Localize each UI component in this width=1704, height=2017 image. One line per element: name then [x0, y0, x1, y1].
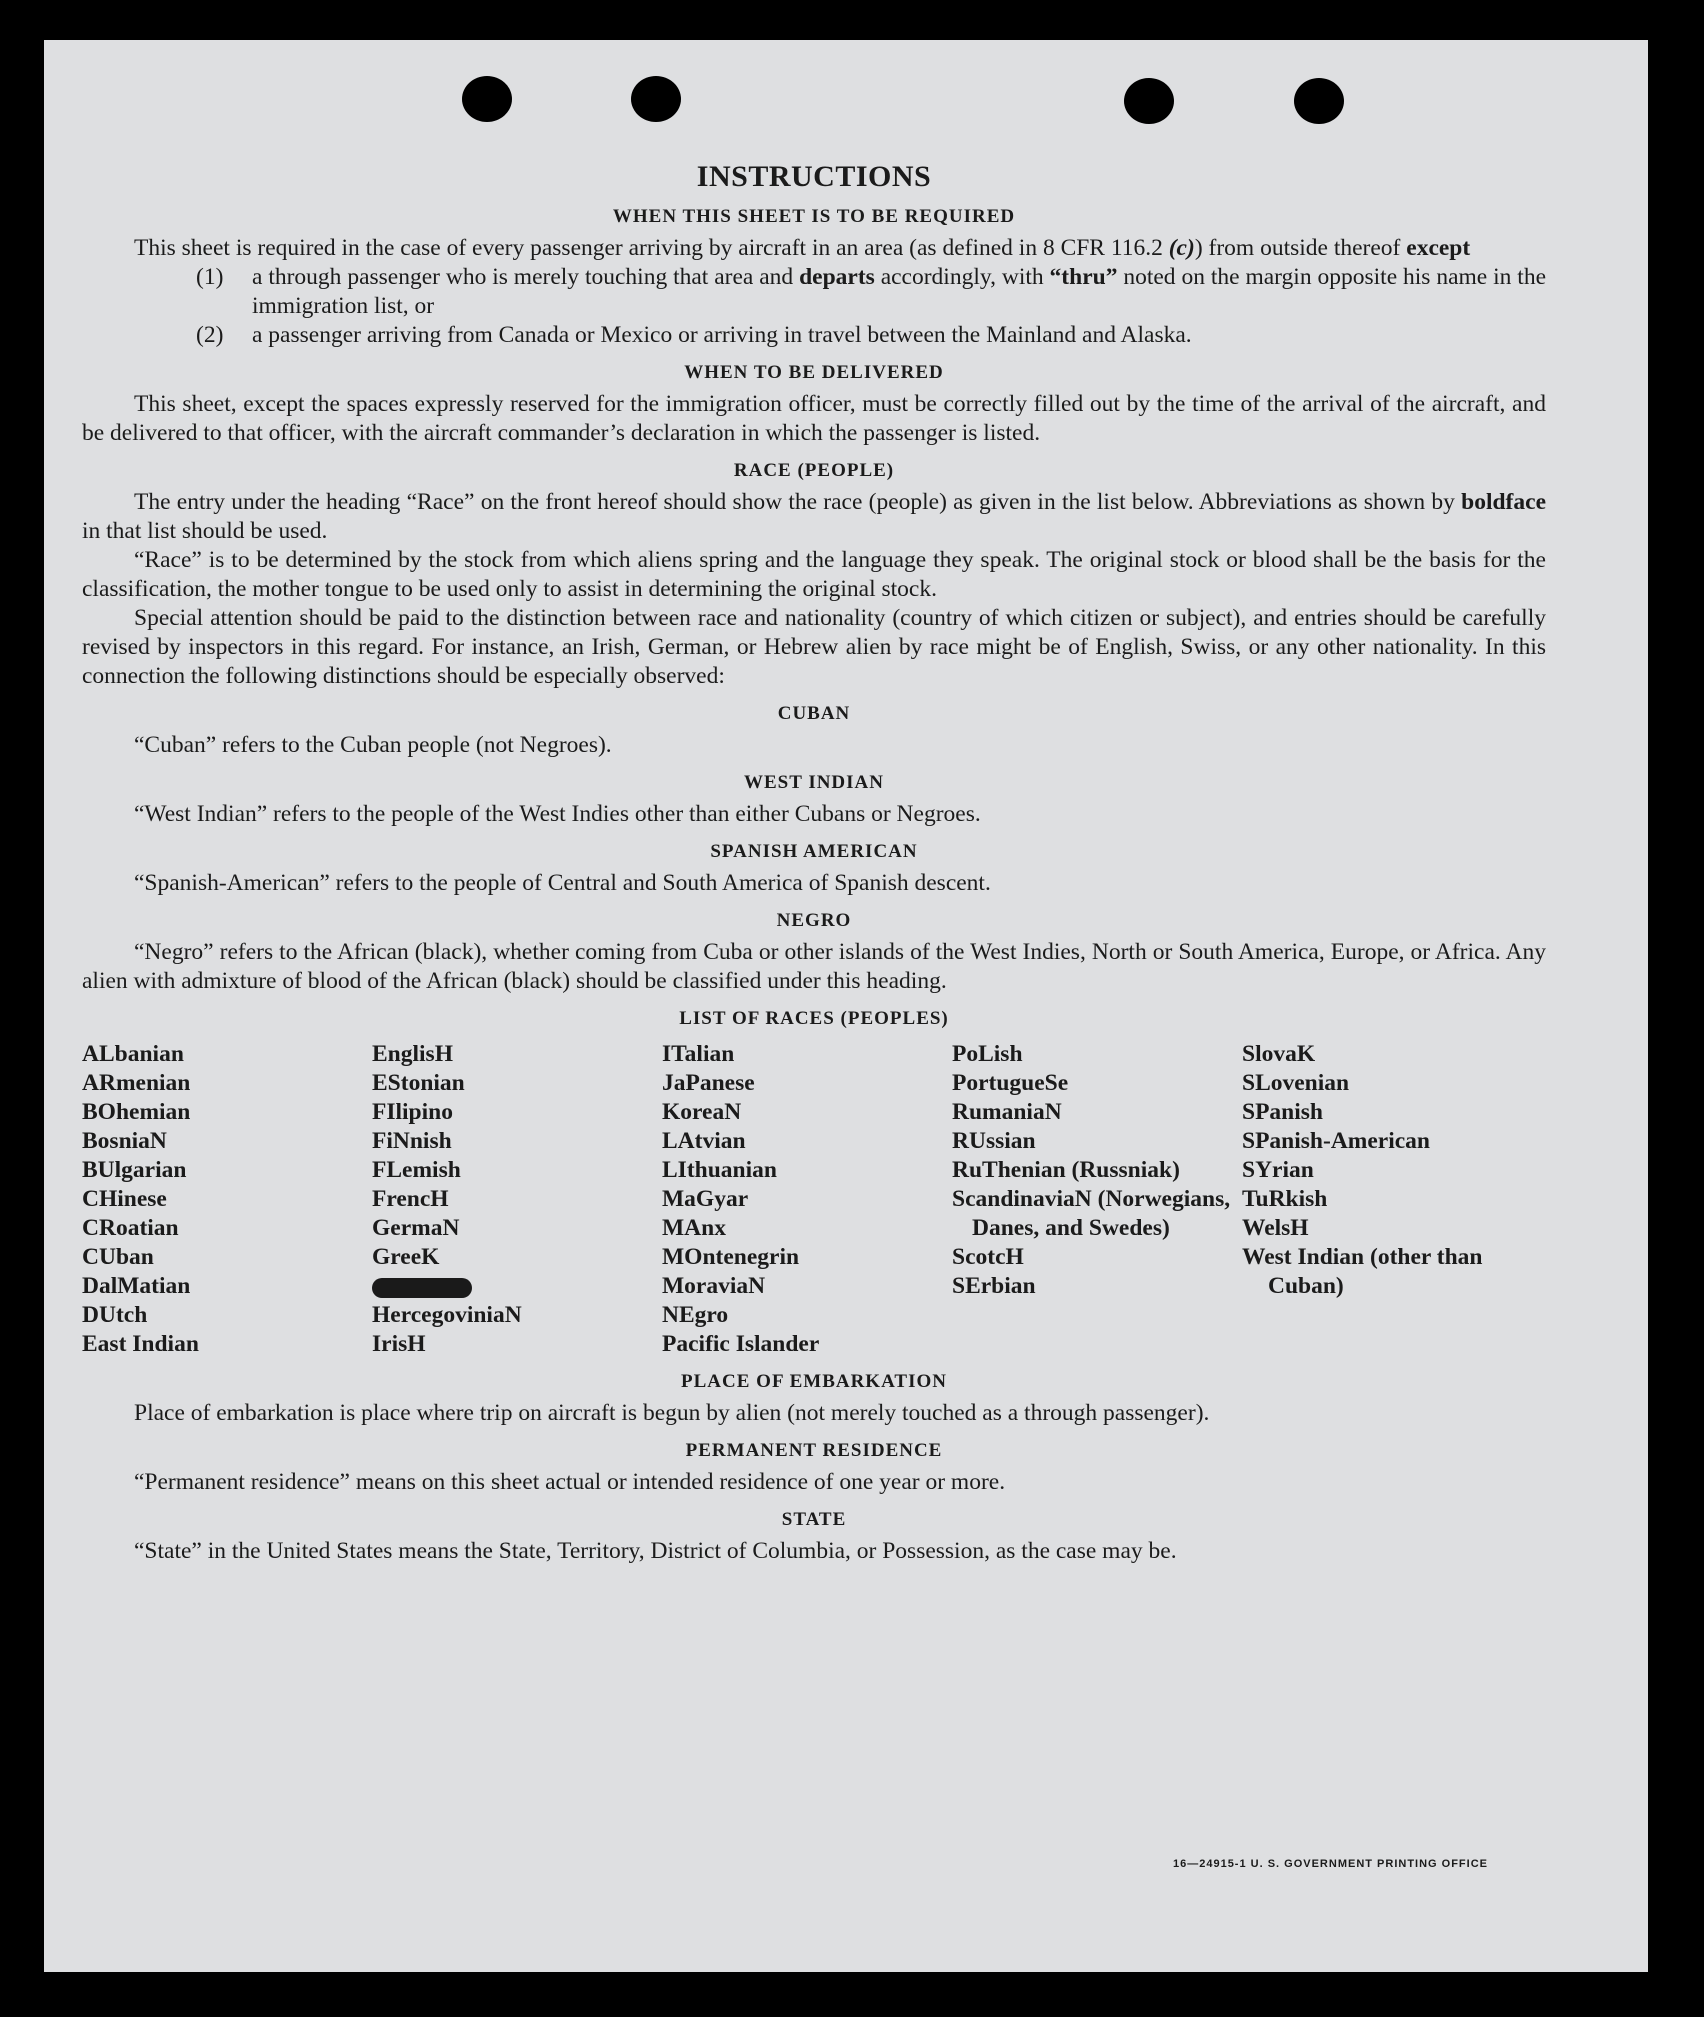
race-column [1242, 1040, 1532, 1359]
race-entry: ITalian [662, 1041, 735, 1067]
race-column [952, 1040, 1242, 1359]
race-entry: HercegoviniaN [372, 1302, 522, 1328]
punch-hole [462, 76, 512, 122]
race-entry: SLovenian [1242, 1070, 1350, 1096]
race-entry: MoraviaN [662, 1273, 766, 1299]
punch-hole [1294, 78, 1344, 124]
race-entry: DUtch [82, 1302, 148, 1328]
race-entry: RumaniaN [952, 1099, 1062, 1125]
section-heading: STATE [781, 1509, 847, 1530]
race-entry: DalMatian [82, 1273, 191, 1299]
race-column [662, 1040, 952, 1359]
race-entry: Pacific Islander [662, 1331, 820, 1357]
section-heading: PLACE OF EMBARKATION [681, 1371, 947, 1392]
section-heading: RACE (PEOPLE) [733, 460, 895, 481]
race-entry: RUssian [952, 1128, 1036, 1154]
race-entry: ARmenian [82, 1070, 191, 1096]
race-entry: PortugueSe [952, 1070, 1069, 1096]
race-entry: LIthuanian [662, 1157, 777, 1183]
paragraph: Special attention should be paid to the distinction between race and nationality (country of which citizen or subject), and entries should be carefully revised by inspectors in this regard. For instance, an Irish, German, or Hebrew alien by race might be of English, Swiss, or any other nationality. In this connection the following distinctions should be especially observed: [82, 605, 1546, 689]
text: in that list should be used. [82, 518, 328, 544]
section-heading: CUBAN [777, 703, 851, 724]
race-entry: CUban [82, 1244, 154, 1270]
text: noted on the margin opposite his name in the immigration list, or [252, 264, 1547, 319]
race-entry: IrisH [372, 1331, 426, 1357]
race-entry: RuThenian (Russniak) [952, 1157, 1180, 1183]
punch-hole [631, 76, 681, 122]
race-entry: FrencH [372, 1186, 449, 1212]
race-entry: BosniaN [82, 1128, 167, 1154]
race-entry: SPanish-American [1242, 1128, 1430, 1154]
paragraph: “West Indian” refers to the people of the West Indies other than either Cubans or Negroes. [134, 801, 981, 827]
text: departs [799, 264, 875, 290]
race-entry: West Indian (other than Cuban) [1242, 1244, 1483, 1299]
item-text [252, 263, 1546, 321]
paragraph: “Negro” refers to the African (black), whether coming from Cuba or other islands of the West Indies, North or South America, Europe, or Africa. Any alien with admixture of blood of the African (black) should be classified under this heading. [82, 939, 1546, 994]
race-entry: FLemish [372, 1157, 461, 1183]
paragraph [82, 234, 1546, 263]
race-entry: CRoatian [82, 1215, 179, 1241]
race-entry: SlovaK [1242, 1041, 1316, 1067]
item-text: a passenger arriving from Canada or Mexico or arriving in travel between the Mainland and Alaska. [252, 322, 1192, 348]
race-entry: ALbanian [82, 1041, 184, 1067]
race-entry: MOntenegrin [662, 1244, 800, 1270]
race-entry: FiNnish [372, 1128, 452, 1154]
paragraph: “Cuban” refers to the Cuban people (not Negroes). [134, 732, 612, 758]
race-column [82, 1040, 372, 1359]
race-entry: SYrian [1242, 1157, 1314, 1183]
race-entry: MaGyar [662, 1186, 749, 1212]
race-entry: MAnx [662, 1215, 726, 1241]
race-entry: BUlgarian [82, 1157, 187, 1183]
list-item [196, 263, 1546, 321]
race-entry: JaPanese [662, 1070, 755, 1096]
race-entry: KoreaN [662, 1099, 742, 1125]
paragraph: “State” in the United States means the State, Territory, District of Columbia, or Possession, as the case may be. [134, 1538, 1177, 1564]
punch-hole [1124, 78, 1174, 124]
list-item [196, 321, 1546, 350]
text: ) from outside thereof [1194, 235, 1407, 261]
section-heading: NEGRO [776, 910, 852, 931]
race-entry: TuRkish [1242, 1186, 1328, 1212]
paragraph: This sheet, except the spaces expressly reserved for the immigration officer, must be correctly filled out by the time of the arrival of the aircraft, and be delivered to that officer, with the aircraft commander’s declaration in which the passenger is listed. [82, 391, 1546, 446]
race-entry: GreeK [372, 1244, 440, 1270]
race-column [372, 1040, 662, 1359]
text: except [1406, 235, 1471, 261]
redacted-entry [372, 1272, 662, 1301]
redaction-mark [372, 1278, 472, 1298]
race-entry: ScotcH [952, 1244, 1024, 1270]
paragraph: “Permanent residence” means on this sheet actual or intended residence of one year or more. [134, 1469, 1006, 1495]
section-heading: WHEN THIS SHEET IS TO BE REQUIRED [612, 206, 1016, 227]
text: (c) [1168, 235, 1195, 261]
race-entry: BOhemian [82, 1099, 191, 1125]
race-entry: WelsH [1242, 1215, 1309, 1241]
paragraph: Place of embarkation is place where trip on aircraft is begun by alien (not merely touched as a through passenger). [134, 1400, 1210, 1426]
printer-imprint: 16—24915-1 U. S. GOVERNMENT PRINTING OFFICE [1172, 1858, 1488, 1870]
instructions-content [82, 160, 1546, 1566]
text: “thru” [1049, 264, 1118, 290]
race-entry: LAtvian [662, 1128, 746, 1154]
section-heading: WHEN TO BE DELIVERED [684, 362, 944, 383]
section-heading: SPANISH AMERICAN [710, 841, 918, 862]
race-entry: EnglisH [372, 1041, 453, 1067]
text: This sheet is required in the case of every passenger arriving by aircraft in an area (as defined in 8 CFR 116.2 [134, 235, 1169, 261]
race-entry: SErbian [952, 1273, 1036, 1299]
race-entry: East Indian [82, 1331, 199, 1357]
race-entry: ScandinaviaN (Norwegians, Danes, and Swedes) [952, 1186, 1231, 1241]
text: The entry under the heading “Race” on the front hereof should show the race (people) as given in the list below. Abbreviations as shown by [134, 489, 1462, 515]
race-entry: PoLish [952, 1041, 1023, 1067]
section-heading: LIST OF RACES (PEOPLES) [679, 1008, 949, 1029]
race-list [82, 1040, 1546, 1359]
section-heading: WEST INDIAN [744, 772, 884, 793]
race-entry: SPanish [1242, 1099, 1323, 1125]
race-entry: FIlipino [372, 1099, 453, 1125]
item-number: (1) [196, 264, 224, 290]
page-title: INSTRUCTIONS [696, 160, 932, 193]
paragraph: “Spanish-American” refers to the people of Central and South America of Spanish descent. [134, 870, 991, 896]
document-sheet [44, 40, 1648, 1972]
section-heading: PERMANENT RESIDENCE [685, 1440, 943, 1461]
race-entry: NEgro [662, 1302, 729, 1328]
text: a through passenger who is merely touching that area and [252, 264, 800, 290]
race-entry: GermaN [372, 1215, 460, 1241]
item-number: (2) [196, 322, 224, 348]
race-entry: CHinese [82, 1186, 167, 1212]
text: accordingly, with [874, 264, 1050, 290]
paragraph [82, 488, 1546, 546]
paragraph: “Race” is to be determined by the stock from which aliens spring and the language they speak. The original stock or blood shall be the basis for the classification, the mother tongue to be used only to assist in determining the original stock. [82, 547, 1546, 602]
race-entry: EStonian [372, 1070, 465, 1096]
text: boldface [1461, 489, 1546, 515]
